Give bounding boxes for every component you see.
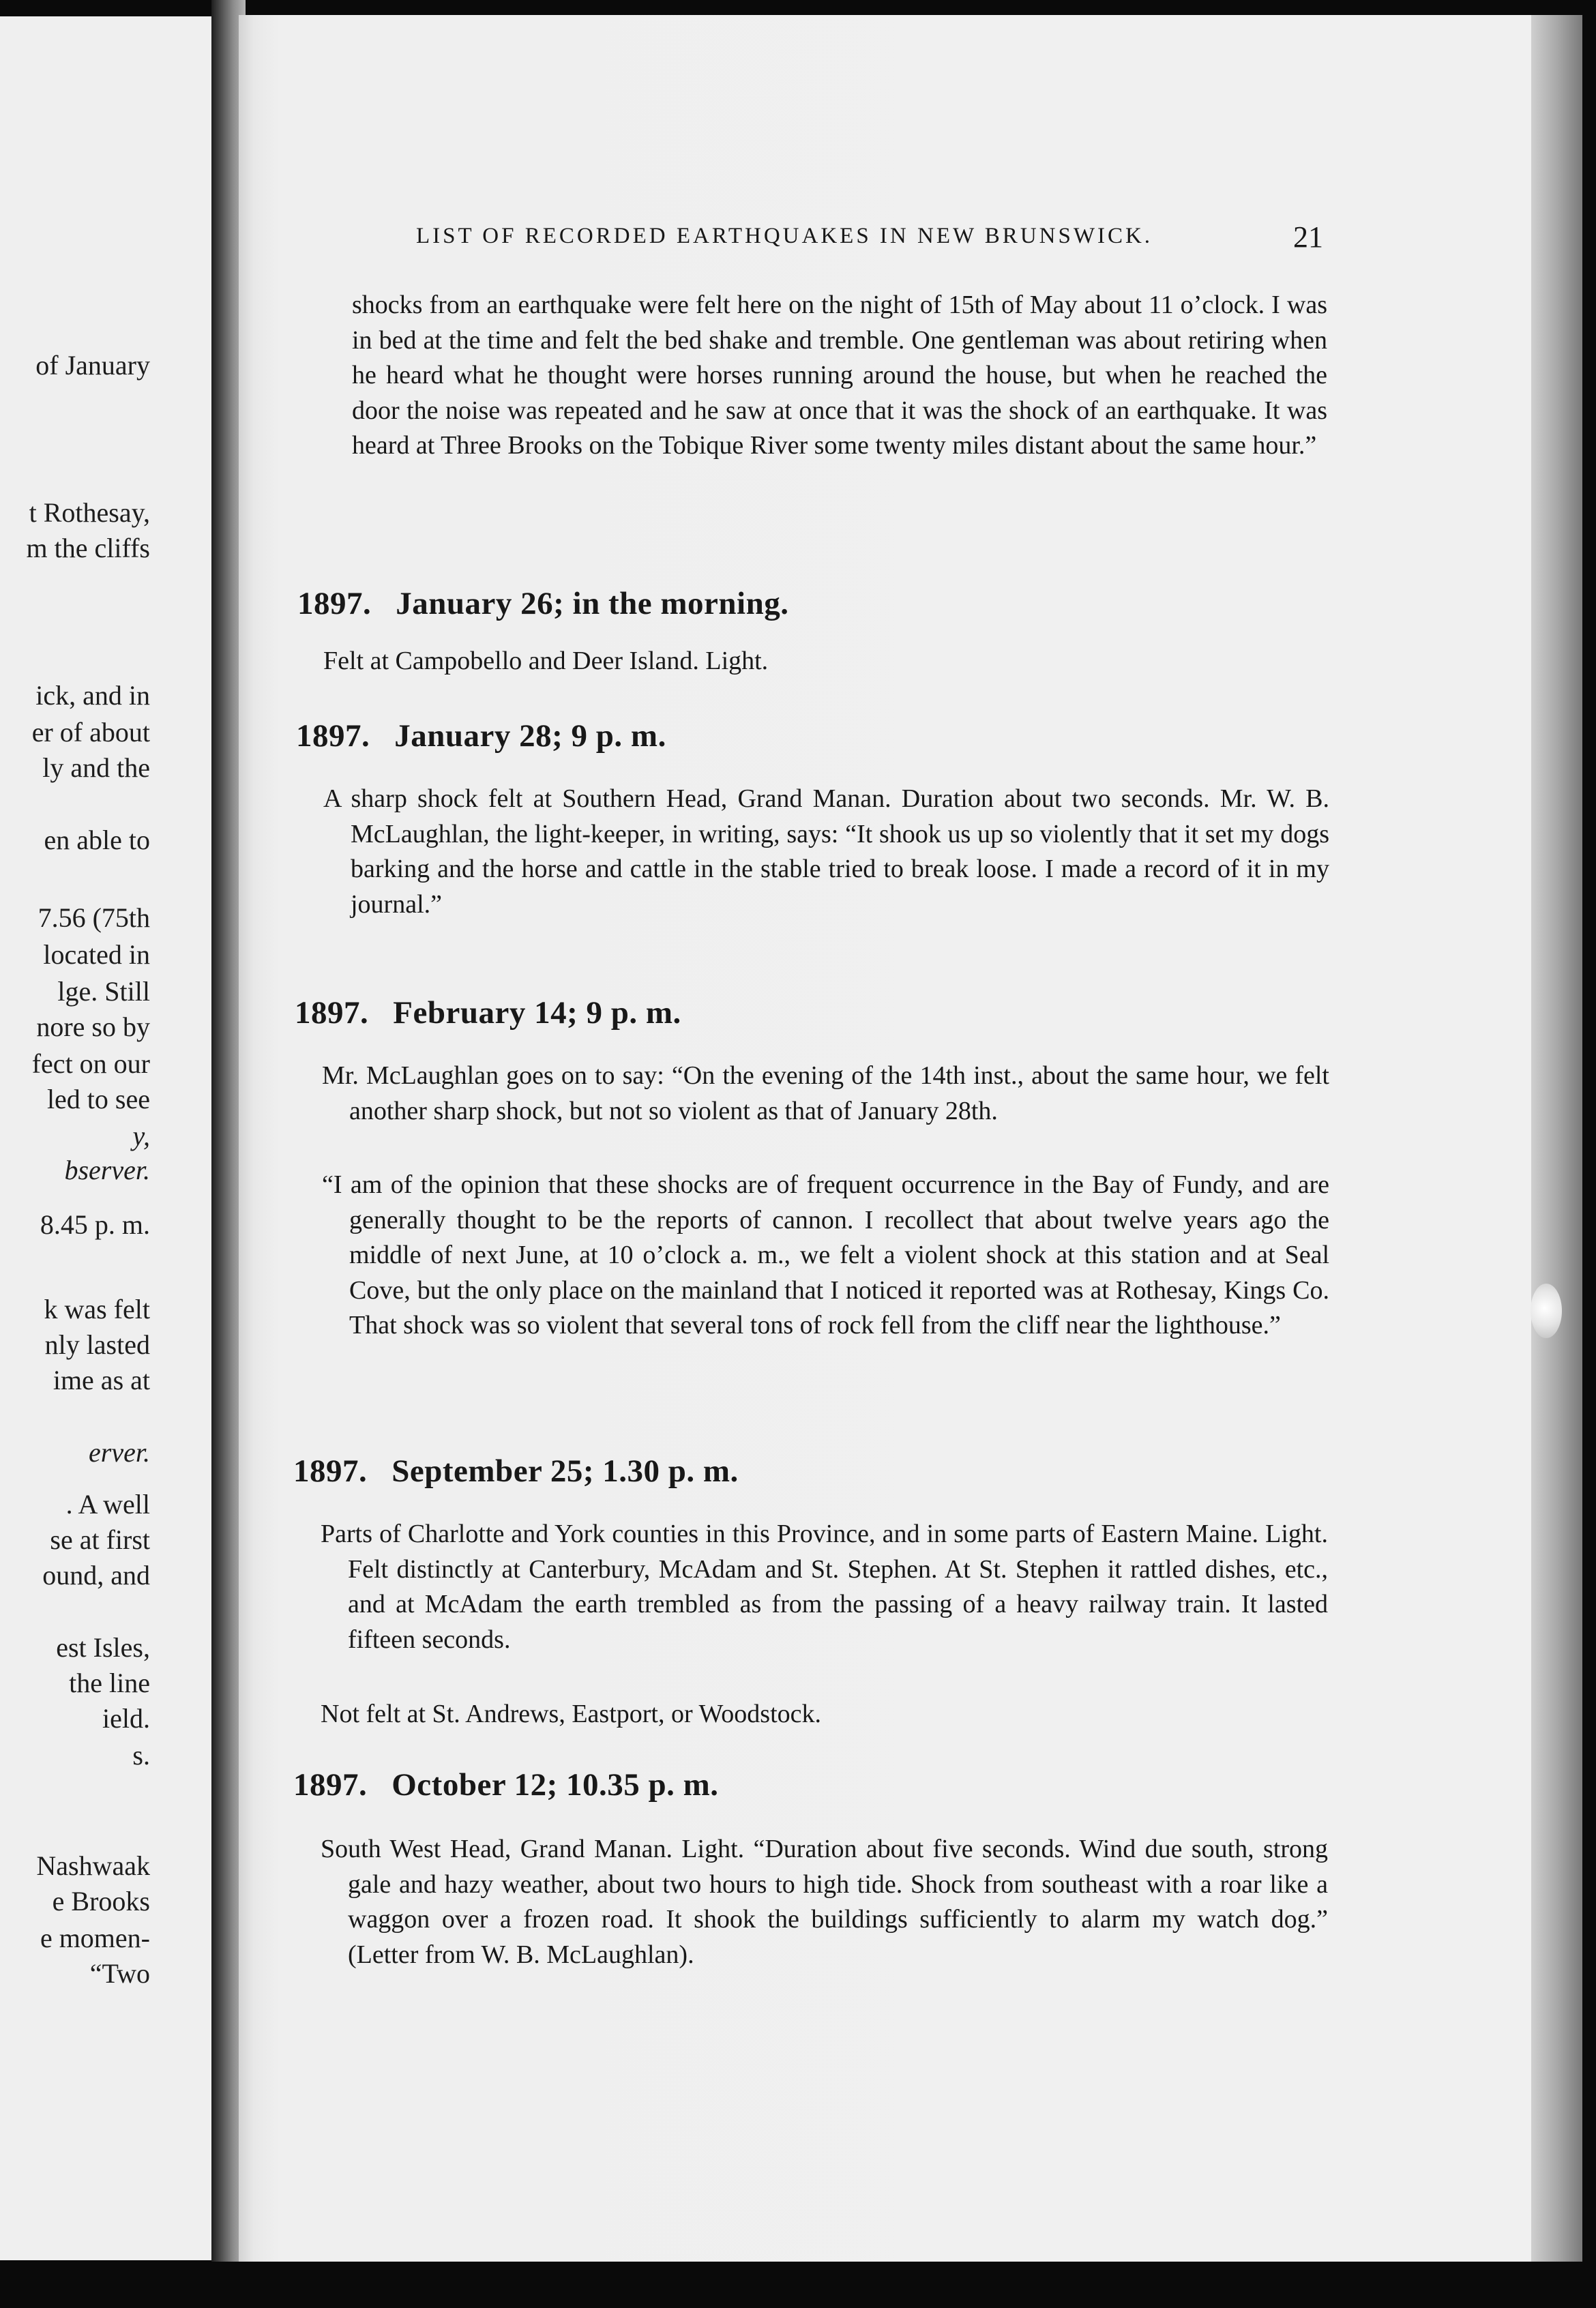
left-fragment: . A well bbox=[65, 1489, 150, 1520]
entry-date: February 14; 9 p. m. bbox=[393, 995, 681, 1031]
left-fragment: Nashwaak bbox=[36, 1850, 150, 1881]
entry-date: January 26; in the morning. bbox=[396, 586, 789, 621]
left-fragment: erver. bbox=[89, 1437, 150, 1468]
entry-paragraph: Parts of Charlotte and York counties in this Province, and in some parts of Eastern Maine. Light. Felt distinctly at Canterbury, McAdam and St. Stephen. At St. Stephen it rattled dishes, etc., and at McAdam the earth trembled as from the passing of a heavy railway train. It lasted fifteen seconds. bbox=[321, 1520, 1328, 1654]
entry-date: October 12; 10.35 p. m. bbox=[391, 1767, 719, 1803]
entry-paragraph: A sharp shock felt at Southern Head, Grand Manan. Duration about two seconds. Mr. W. B. McLaughlan, the light-keeper, in writing, says: “It shook us up so violently that it set my dogs barking and the horse and cattle in the stable tried to break loose. I made a record of it in my journal.” bbox=[323, 784, 1329, 919]
left-fragment: nore so by bbox=[36, 1011, 150, 1042]
left-fragment: led to see bbox=[46, 1084, 150, 1114]
page-edge-shadow bbox=[1531, 15, 1582, 2266]
left-fragment: e Brooks bbox=[52, 1886, 150, 1917]
left-fragment: m the cliffs bbox=[26, 533, 150, 563]
left-fragment: ime as at bbox=[53, 1365, 150, 1395]
left-fragment: lge. Still bbox=[57, 976, 150, 1007]
left-fragment: “Two bbox=[89, 1958, 150, 1989]
left-fragment: y, bbox=[132, 1121, 150, 1151]
scan-bottom-border bbox=[157, 2262, 1596, 2308]
entry-year: 1897. bbox=[293, 1767, 368, 1803]
facing-page-left bbox=[0, 16, 217, 2260]
left-fragment: ly and the bbox=[42, 752, 150, 783]
left-fragment: en able to bbox=[44, 825, 150, 855]
entry-date: September 25; 1.30 p. m. bbox=[391, 1453, 739, 1489]
entry-year: 1897. bbox=[295, 995, 369, 1031]
entry-paragraph: Not felt at St. Andrews, Eastport, or Woodstock. bbox=[321, 1700, 821, 1728]
entry-paragraph: South West Head, Grand Manan. Light. “Duration about five seconds. Wind due south, strong gale and hazy weather, about two hours to high tide. Shock from southeast with a roar like a waggon over a frozen road. It shook the buildings sufficiently to alarm my watch dog.” (Letter from W. B. McLaughlan). bbox=[321, 1835, 1328, 1969]
running-head: LIST OF RECORDED EARTHQUAKES IN NEW BRUNSWICK. bbox=[416, 224, 1153, 248]
left-fragment: located in bbox=[43, 939, 150, 970]
left-fragment: nly lasted bbox=[44, 1329, 150, 1360]
entry-heading bbox=[293, 1766, 719, 1803]
left-fragment: fect on our bbox=[31, 1048, 150, 1079]
left-fragment: k was felt bbox=[44, 1294, 150, 1325]
left-fragment: of January bbox=[35, 350, 150, 381]
entry-year: 1897. bbox=[293, 1453, 368, 1489]
page-number: 21 bbox=[1293, 220, 1323, 254]
continuation-paragraph: shocks from an earthquake were felt here on the night of 15th of May about 11 o’clock. I was in bed at the time and felt the bed shake and tremble. One gentleman was about retiring when he heard what he thought were horses running around the house, but when he reached the door the noise was repeated and he saw at once that it was the shock of an earthquake. It was heard at Three Brooks on the Tobique River some twenty miles distant about the same hour.” bbox=[352, 291, 1327, 460]
paper-blemish-mark bbox=[1531, 1284, 1562, 1338]
left-fragment: bserver. bbox=[64, 1155, 150, 1185]
entry-paragraph: Felt at Campobello and Deer Island. Light. bbox=[323, 647, 769, 675]
entry-date: January 28; 9 p. m. bbox=[394, 718, 666, 754]
left-fragment: e momen- bbox=[40, 1923, 150, 1953]
entry-paragraph: Mr. McLaughlan goes on to say: “On the evening of the 14th inst., about the same hour, we felt another sharp shock, but not so violent as that of January 28th. bbox=[322, 1061, 1329, 1125]
left-fragment: 8.45 p. m. bbox=[40, 1209, 150, 1240]
entry-year: 1897. bbox=[296, 718, 370, 754]
entry-heading bbox=[296, 717, 666, 754]
left-fragment: the line bbox=[69, 1668, 150, 1698]
left-fragment: ield. bbox=[102, 1703, 150, 1734]
left-fragment: er of about bbox=[31, 717, 150, 748]
left-fragment: 7.56 (75th bbox=[38, 902, 150, 933]
left-fragment: ick, and in bbox=[35, 680, 150, 711]
left-fragment: t Rothesay, bbox=[29, 497, 150, 528]
entry-heading bbox=[297, 585, 789, 622]
left-fragment: ound, and bbox=[42, 1560, 150, 1591]
entry-year: 1897. bbox=[297, 586, 372, 621]
entry-heading bbox=[295, 994, 681, 1031]
left-fragment: s. bbox=[132, 1740, 150, 1771]
entry-paragraph: “I am of the opinion that these shocks are of frequent occurrence in the Bay of Fundy, and are generally thought to be the reports of cannon. I recollect that about twelve years ago the middle of next June, at 10 o’clock a. m., we felt a violent shock at this station and at Seal Cove, but the only place on the mainland that I noticed it reported was at Rothesay, Kings Co. That shock was so violent that several tons of rock fell from the cliff near the lighthouse.” bbox=[322, 1170, 1329, 1340]
entry-heading bbox=[293, 1453, 739, 1490]
left-fragment: se at first bbox=[50, 1524, 150, 1555]
page-21 bbox=[239, 15, 1531, 2266]
left-fragment: est Isles, bbox=[56, 1632, 150, 1663]
